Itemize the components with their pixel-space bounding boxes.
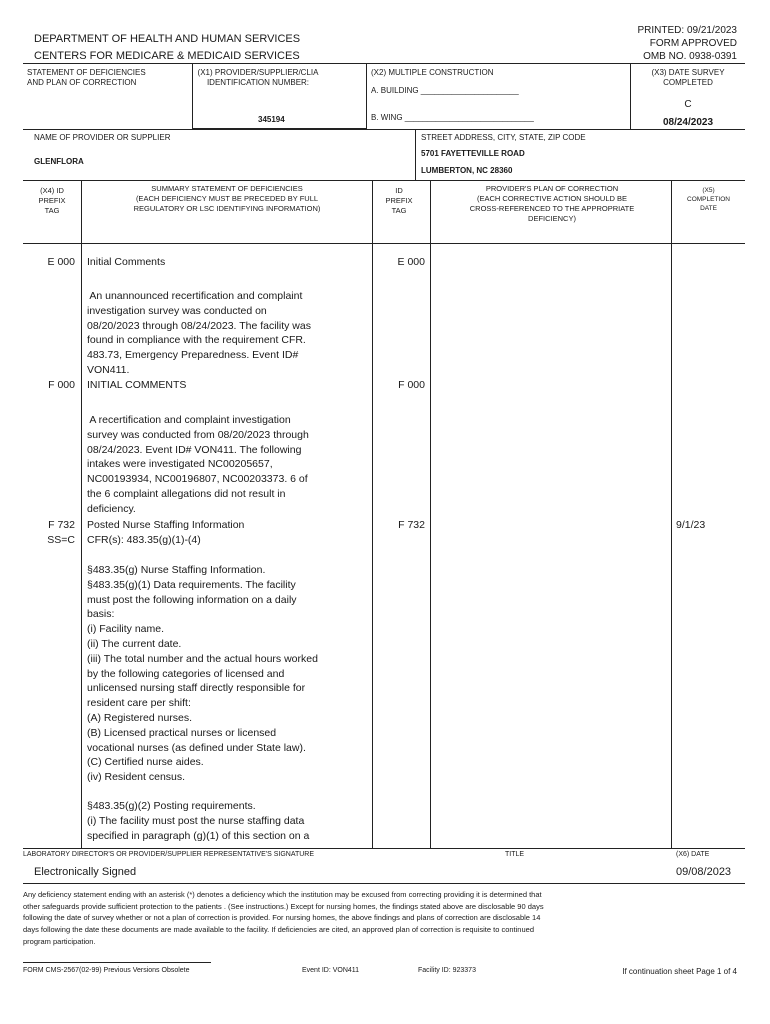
e000-tag: E 000: [47, 256, 75, 268]
f000-body: A recertification and complaint investigation survey was conducted from 08/20/2023 through 08/24/2023. Event ID# VON411. The following intakes were investigated NC00205657, NC00193934, NC00196807, NC00203373. 6 of the 6 complaint allegations did not result in deficiency.: [87, 414, 309, 515]
signature-value: Electronically Signed: [34, 866, 137, 878]
provider-id-number: 345194: [258, 115, 285, 124]
x2-building: A. BUILDING ______________________: [371, 86, 519, 95]
address-label: STREET ADDRESS, CITY, STATE, ZIP CODE: [421, 133, 586, 142]
f000-title: INITIAL COMMENTS: [87, 379, 187, 391]
x4-prefix-header: (X4) ID PREFIX TAG: [38, 186, 66, 215]
f732-body-staffing: §483.35(g) Nurse Staffing Information. §483.35(g)(1) Data requirements. The facility must post the following information on a daily basis: (i) Facility name. (ii) The current date. (iii) The total number and the actual hours worked by the following categories of licensed and unlicensed nursing staff directly responsible for resident care per shift: (A) Registered nurses. (B) Licensed practical nurses or licensed vocational nurses (as defined under State law). (C) Certified nurse aides. (iv) Resident census.: [87, 564, 318, 784]
signature-date: 09/08/2023: [676, 866, 732, 878]
omb-number: OMB NO. 0938-0391: [643, 51, 737, 62]
x3-label: (X3) DATE SURVEY COMPLETED: [651, 68, 725, 87]
address-city: LUMBERTON, NC 28360: [421, 166, 513, 175]
e000-right-tag: E 000: [397, 256, 425, 268]
survey-completed-date: 08/24/2023: [662, 117, 714, 128]
statement-label: STATEMENT OF DEFICIENCIES AND PLAN OF CORRECTION: [27, 68, 146, 87]
f732-tag: F 732 SS=C: [47, 519, 75, 546]
plan-header: PROVIDER'S PLAN OF CORRECTION (EACH CORRECTIVE ACTION SHOULD BE CROSS-REFERENCED TO THE APPROPRIATE DEFICIENCY): [469, 184, 635, 223]
f732-heading: Posted Nurse Staffing Information CFR(s): 483.35(g)(1)-(4): [87, 519, 245, 546]
department-name: DEPARTMENT OF HEALTH AND HUMAN SERVICES: [34, 33, 301, 45]
x2-label: (X2) MULTIPLE CONSTRUCTION: [371, 68, 494, 77]
disclaimer-text: Any deficiency statement ending with an asterisk (*) denotes a deficiency which the institution may be excused from correcting providing it is determined that other safeguards provide sufficient protection to the patients . (See instructions.) Except for nursing homes, the findings stated above are disclosable 90 days following the date of survey whether or not a plan of correction is provided. For nursing homes, the above findings and plans of correction are disclosable 14 days following the date these documents are made available to the facility. If deficiencies are cited, an approved plan of correction is requisite to continued program participation.: [23, 890, 544, 946]
printed-date: PRINTED: 09/21/2023: [637, 25, 737, 36]
x2-wing: B. WING _____________________________: [371, 113, 534, 122]
event-id: Event ID: VON411: [302, 967, 360, 974]
provider-name-label: NAME OF PROVIDER OR SUPPLIER: [34, 133, 171, 142]
form-approved: FORM APPROVED: [649, 38, 737, 49]
id-prefix-header: ID PREFIX TAG: [385, 186, 413, 215]
e000-body: An unannounced recertification and complaint investigation survey was conducted on 08/20/2023 through 08/24/2023. The facility was found in compliance with the requirement CFR. 483.73, Emergency Preparedness. Event ID# VON411.: [87, 290, 311, 376]
signature-label: LABORATORY DIRECTOR'S OR PROVIDER/SUPPLIER REPRESENTATIVE'S SIGNATURE: [23, 851, 315, 858]
f732-body-posting: §483.35(g)(2) Posting requirements. (i) The facility must post the nurse staffing data specified in paragraph (g)(1) of this section on a: [87, 800, 310, 842]
completion-header: (X5) COMPLETION DATE: [687, 187, 730, 212]
x1-label: (X1) PROVIDER/SUPPLIER/CLIA IDENTIFICATION NUMBER:: [197, 68, 319, 87]
date-label: (X6) DATE: [676, 851, 710, 858]
facility-id: Facility ID: 923373: [418, 967, 476, 974]
f732-right-tag: F 732: [398, 519, 425, 531]
address-street: 5701 FAYETTEVILLE ROAD: [421, 149, 525, 158]
agency-name: CENTERS FOR MEDICARE & MEDICAID SERVICES: [34, 50, 300, 62]
page-continuation: If continuation sheet Page 1 of 4: [622, 967, 737, 976]
survey-code: C: [684, 99, 692, 110]
f000-right-tag: F 000: [398, 379, 425, 391]
form-id: FORM CMS-2567(02-99) Previous Versions Obsolete: [23, 967, 190, 974]
e000-title: Initial Comments: [87, 256, 166, 268]
provider-name: GLENFLORA: [34, 157, 84, 166]
summary-header: SUMMARY STATEMENT OF DEFICIENCIES (EACH DEFICIENCY MUST BE PRECEDED BY FULL REGULATORY OR LSC IDENTIFYING INFORMATION): [133, 184, 321, 213]
title-label: TITLE: [505, 851, 525, 858]
f732-completion-date: 9/1/23: [676, 519, 706, 531]
f000-tag: F 000: [48, 379, 75, 391]
